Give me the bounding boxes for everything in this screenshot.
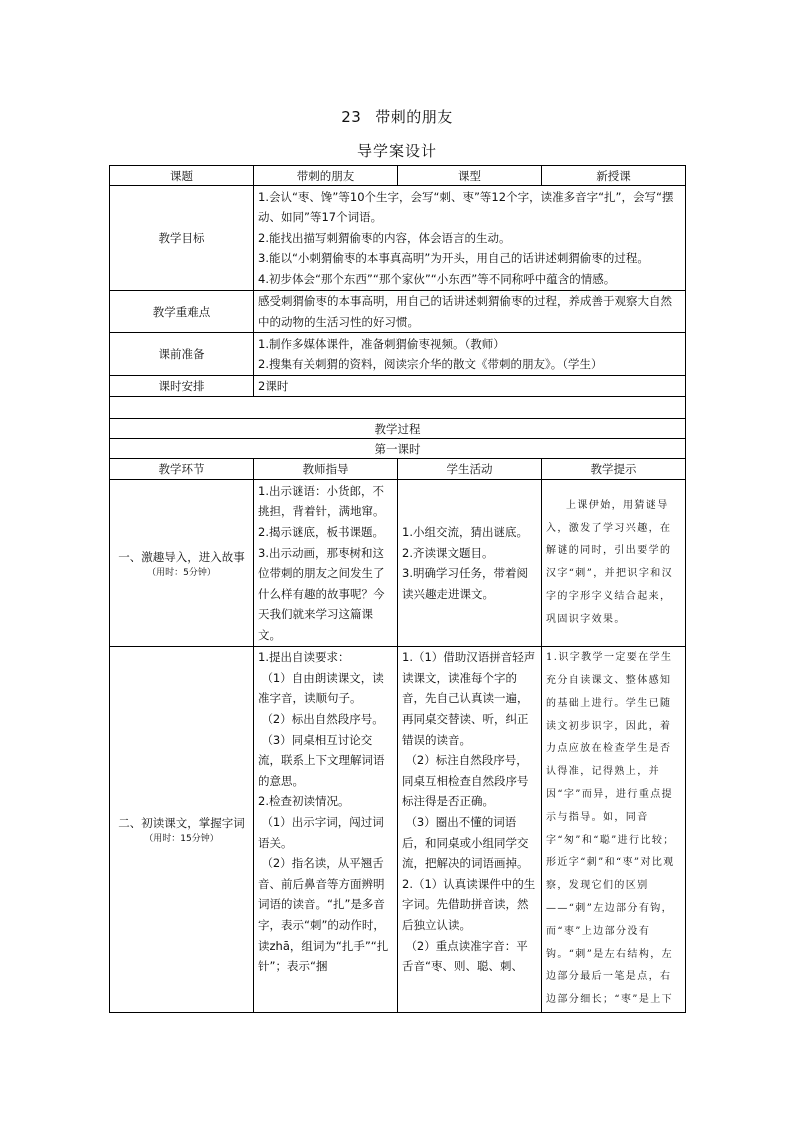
teacher-step: 2.揭示谜底，板书课题。 — [258, 525, 384, 539]
topic-value: 带刺的朋友 — [254, 166, 398, 186]
schedule-label: 课时安排 — [110, 376, 254, 397]
key-points-label: 教学重难点 — [110, 291, 254, 333]
process-title: 教学过程 — [110, 419, 686, 439]
process-header-row — [110, 459, 686, 480]
teacher-step: （3）同桌相互讨论交流，联系上下文理解词语的意思。 — [258, 732, 385, 788]
period-title: 第一课时 — [110, 439, 686, 459]
topic-label: 课题 — [110, 166, 254, 186]
teaching-tips — [542, 480, 686, 647]
student-step: （2）标注自然段序号，同桌互相检查自然段序号标注得是否正确。 — [402, 753, 529, 809]
teaching-tips — [542, 647, 686, 1013]
period-row — [110, 439, 686, 459]
prep-item: 1.制作多媒体课件，准备刺猬偷枣视频。（教师） — [258, 336, 505, 351]
header-row — [110, 166, 686, 186]
lesson-title — [0, 106, 794, 127]
student-activity — [398, 647, 542, 1013]
prep-row — [110, 333, 686, 376]
student-step: （2）重点读准字音：平舌音“枣、则、聪、刺、 — [402, 938, 528, 974]
student-activity — [398, 480, 542, 647]
goals-content — [254, 186, 686, 291]
stage-time: （用时：15分钟） — [144, 834, 219, 845]
goals-label: 教学目标 — [110, 186, 254, 291]
spacer-row — [110, 397, 686, 419]
teacher-step: 1.提出自读要求： — [258, 650, 350, 665]
teacher-step: （1）自由朗读课文，读准字音，读顺句子。 — [258, 670, 384, 706]
teacher-step: 3.出示动画，那枣树和这位带刺的朋友之间发生了什么样有趣的故事呢？今天我们就来学习这篇课文。 — [258, 545, 385, 642]
stage-title: 一、激趣导入，进入故事 — [118, 549, 245, 564]
key-points-text: 感受刺猬偷枣的本事高明，用自己的话讲述刺猬偷枣的过程，养成善于观察大自然中的动物的生活习性的好习惯。 — [254, 291, 686, 333]
teacher-step: （2）标出自然段序号。 — [261, 711, 384, 726]
prep-content — [254, 333, 686, 376]
schedule-row — [110, 376, 686, 397]
col-stage: 教学环节 — [110, 459, 254, 480]
stage-row — [110, 480, 686, 647]
col-tips: 教学提示 — [542, 459, 686, 480]
student-step: 3.明确学习任务，带着阅读兴趣走进课文。 — [402, 566, 528, 601]
teacher-step: 2.检查初读情况。 — [258, 794, 350, 809]
student-step: （3）圈出不懂的词语后，和同桌或小组同学交流，把解决的词语画掉。 — [402, 814, 529, 871]
stage-cell — [110, 480, 254, 647]
stage-cell — [110, 647, 254, 1013]
prep-label: 课前准备 — [110, 333, 254, 376]
tip-text: 上课伊始，用猜谜导入，激发了学习兴趣，在解谜的同时，引出要学的汉字“刺”，并把识字和汉字的字形字义结合起来，巩固识字效果。 — [546, 499, 674, 625]
goals-row — [110, 186, 686, 291]
student-step: 2.齐读课文题目。 — [402, 545, 494, 560]
lesson-title-text: 带刺的朋友 — [375, 108, 453, 126]
student-step: 2.（1）认真读课件中的生字词。先借助拼音读，然后独立认读。 — [402, 876, 536, 932]
key-points-row — [110, 291, 686, 333]
goal-item: 1.会认“枣、馋”等10个生字，会写“刺、枣”等12个字，读准多音字“扎”，会写“摆动、如同”等17个词语。 — [258, 189, 674, 225]
student-step: 1.小组交流，猜出谜底。 — [402, 525, 528, 539]
teacher-guidance — [254, 647, 398, 1013]
goal-item: 3.能以“小刺猬偷枣的本事真高明”为开头，用自己的话讲述刺猬偷枣的过程。 — [258, 251, 649, 266]
teacher-guidance — [254, 480, 398, 647]
teacher-step: （1）出示字词，闯过词语关。 — [258, 814, 384, 850]
type-label: 课型 — [398, 166, 542, 186]
spacer-cell — [110, 397, 686, 419]
teacher-step: 1.出示谜语：小货郎，不挑担，背着针，满地窜。 — [258, 483, 385, 519]
student-step: 1.（1）借助汉语拼音轻声读课文，读准每个字的音，先自己认真读一遍，再同桌交替读、听，纠正错误的读音。 — [402, 650, 536, 747]
col-teacher: 教师指导 — [254, 459, 398, 480]
tip-text: 1.识字教学一定要在学生充分自读课文、整体感知的基础上进行。学生已随读文初步识字，因此，着力点应放在检查学生是否认得准，记得熟上，并因“字”而异，进行重点提示与指导。如，同音字“匆”和“聪”进行比较；形近字“刺”和“枣”对比观察，发现它们的区别——“刺”左边部分有钩，而“枣”上边部分没有钩。“刺”是左右结构，左边部分最后一笔是点，右边部分细长；“枣”是上下 — [546, 652, 675, 1006]
type-value: 新授课 — [542, 166, 686, 186]
lesson-subtitle: 导学案设计 — [356, 142, 437, 160]
stage-title: 二、初读课文，掌握字词 — [118, 816, 245, 831]
stage-time: （用时：5分钟） — [147, 567, 216, 578]
goal-item: 4.初步体会“那个东西”“那个家伙”“小东西”等不同称呼中蕴含的情感。 — [258, 271, 616, 286]
teacher-step: （2）指名读，从平翘舌音、前后鼻音等方面辨明词语的读音。“扎”是多音字，表示“刺”的动作时，读zhā，组词为“扎手”“扎针”；表示“捆 — [258, 856, 389, 974]
prep-item: 2.搜集有关刺猬的资料，阅读宗介华的散文《带刺的朋友》。（学生） — [258, 357, 603, 372]
lesson-plan-table — [109, 165, 686, 1013]
goal-item: 2.能找出描写刺猬偷枣的内容，体会语言的生动。 — [258, 230, 511, 245]
process-title-row — [110, 419, 686, 439]
schedule-value: 2课时 — [254, 376, 686, 397]
col-student: 学生活动 — [398, 459, 542, 480]
stage-row — [110, 647, 686, 1013]
lesson-number: 23 — [341, 108, 362, 126]
